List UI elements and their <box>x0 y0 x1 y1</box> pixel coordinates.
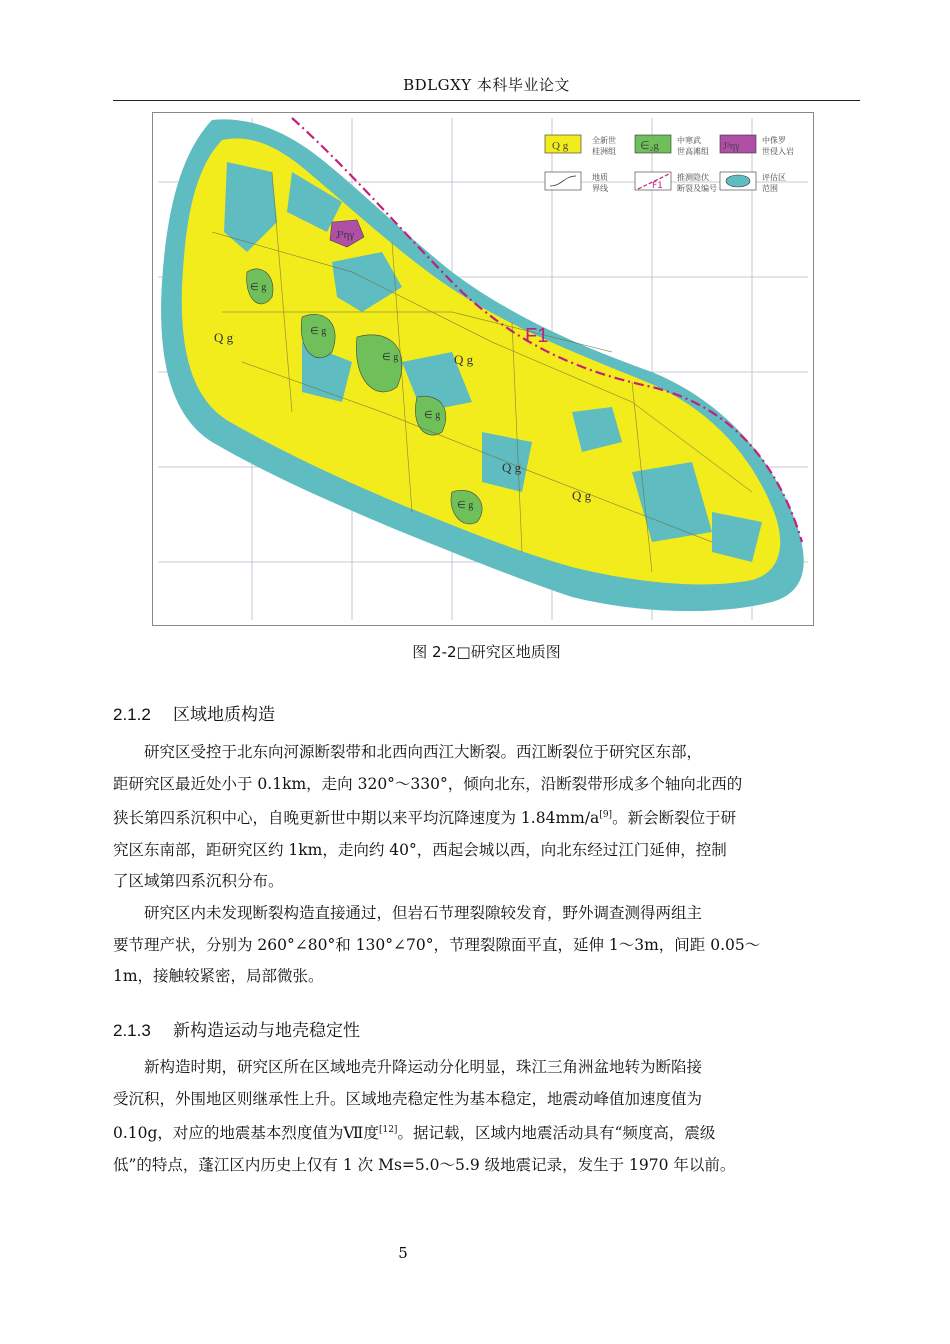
svg-text:推测隐伏: 推测隐伏 <box>677 173 709 182</box>
svg-text:范围: 范围 <box>762 184 778 193</box>
section-title: 新构造运动与地壳稳定性 <box>173 1021 360 1041</box>
text-line: 了区域第四系沉积分布。 <box>113 872 284 891</box>
svg-text:F1: F1 <box>652 181 663 191</box>
figure-caption: 图 2-2□研究区地质图 <box>412 643 561 661</box>
fault-label: F1 <box>525 325 549 347</box>
section-number: 2.1.2 <box>113 705 151 724</box>
running-header: BDLGXY 本科毕业论文 <box>403 76 570 94</box>
text-line: 0.10g，对应的地震基本烈度值为Ⅶ度[12]。据记载，区域内地震活动具有“频度高，震级 <box>113 1124 716 1143</box>
paragraph <box>113 898 860 993</box>
qg-label: Q g <box>502 460 522 475</box>
qg-label: Q g <box>572 488 592 503</box>
svg-text:桂洲组: 桂洲组 <box>592 147 616 156</box>
geologic-map-figure <box>152 112 814 626</box>
text-line: 新构造时期，研究区所在区域地壳升降运动分化明显，珠江三角洲盆地转为断陷接 <box>144 1058 703 1076</box>
cambrian-label: ∈ g <box>250 282 267 293</box>
svg-text:世侵入岩: 世侵入岩 <box>762 147 794 156</box>
cambrian-label: ∈ g <box>382 352 399 363</box>
header-rule <box>113 100 860 101</box>
svg-text:断裂及编号: 断裂及编号 <box>677 184 717 193</box>
text-line: 1m，接触较紧密，局部微张。 <box>113 967 324 985</box>
text-line: 研究区内未发现断裂构造直接通过，但岩石节理裂隙较发育，野外调查测得两组主 <box>144 904 703 922</box>
text-line: 受沉积，外围地区则继承性上升。区域地壳稳定性为基本稳定，地震动峰值加速度值为 <box>113 1089 703 1108</box>
qg-label: Q g <box>454 352 474 367</box>
cambrian-label: ∈ g <box>310 326 327 337</box>
svg-text:∈₂g: ∈₂g <box>640 140 659 152</box>
section-heading <box>113 700 275 725</box>
text-line: 究区东南部，距研究区约 1km，走向约 40°，西起会城以西，向北东经过江门延伸，控制 <box>113 840 727 859</box>
svg-text:评估区: 评估区 <box>762 173 786 182</box>
text-line: 研究区受控于北东向河源断裂带和北西向西江大断裂。西江断裂位于研究区东部， <box>144 743 703 761</box>
svg-text:地质: 地质 <box>592 173 608 182</box>
svg-text:中寒武: 中寒武 <box>677 136 701 145</box>
section-number: 2.1.3 <box>113 1021 151 1040</box>
svg-text:界线: 界线 <box>592 184 608 193</box>
svg-text:世高滩组: 世高滩组 <box>677 147 709 156</box>
svg-text:全新世: 全新世 <box>592 136 616 145</box>
svg-text:J³ηγ: J³ηγ <box>723 141 740 152</box>
svg-text:Q g: Q g <box>552 140 569 152</box>
svg-text:中侏罗: 中侏罗 <box>762 136 786 145</box>
citation: [12] <box>378 1125 398 1135</box>
section-heading <box>113 1016 360 1041</box>
cambrian-label: ∈ g <box>424 410 441 421</box>
text-line: 低”的特点，蓬江区内历史上仅有 1 次 Ms=5.0～5.9 级地震记录，发生于 1970 年以前。 <box>113 1155 736 1174</box>
page-number: 5 <box>398 1244 408 1262</box>
cambrian-label: ∈ g <box>457 500 474 511</box>
paragraph <box>113 737 860 898</box>
text-line: 距研究区最近处小于 0.1km，走向 320°～330°，倾向北东，沿断裂带形成多个轴向北西的 <box>113 774 743 793</box>
text-line: 要节理产状，分别为 260°∠80°和 130°∠70°，节理裂隙面平直，延伸 1～3m，间距 0.05～ <box>113 935 761 954</box>
qg-label: Q g <box>214 330 234 345</box>
section-title: 区域地质构造 <box>173 705 275 725</box>
granite-label: J³ηγ <box>336 229 355 241</box>
text-line: 狭长第四系沉积中心，自晚更新世中期以来平均沉降速度为 1.84mm/a[9]。新会断裂位于研 <box>113 809 737 828</box>
paragraph <box>113 1052 860 1181</box>
citation: [9] <box>599 810 613 820</box>
